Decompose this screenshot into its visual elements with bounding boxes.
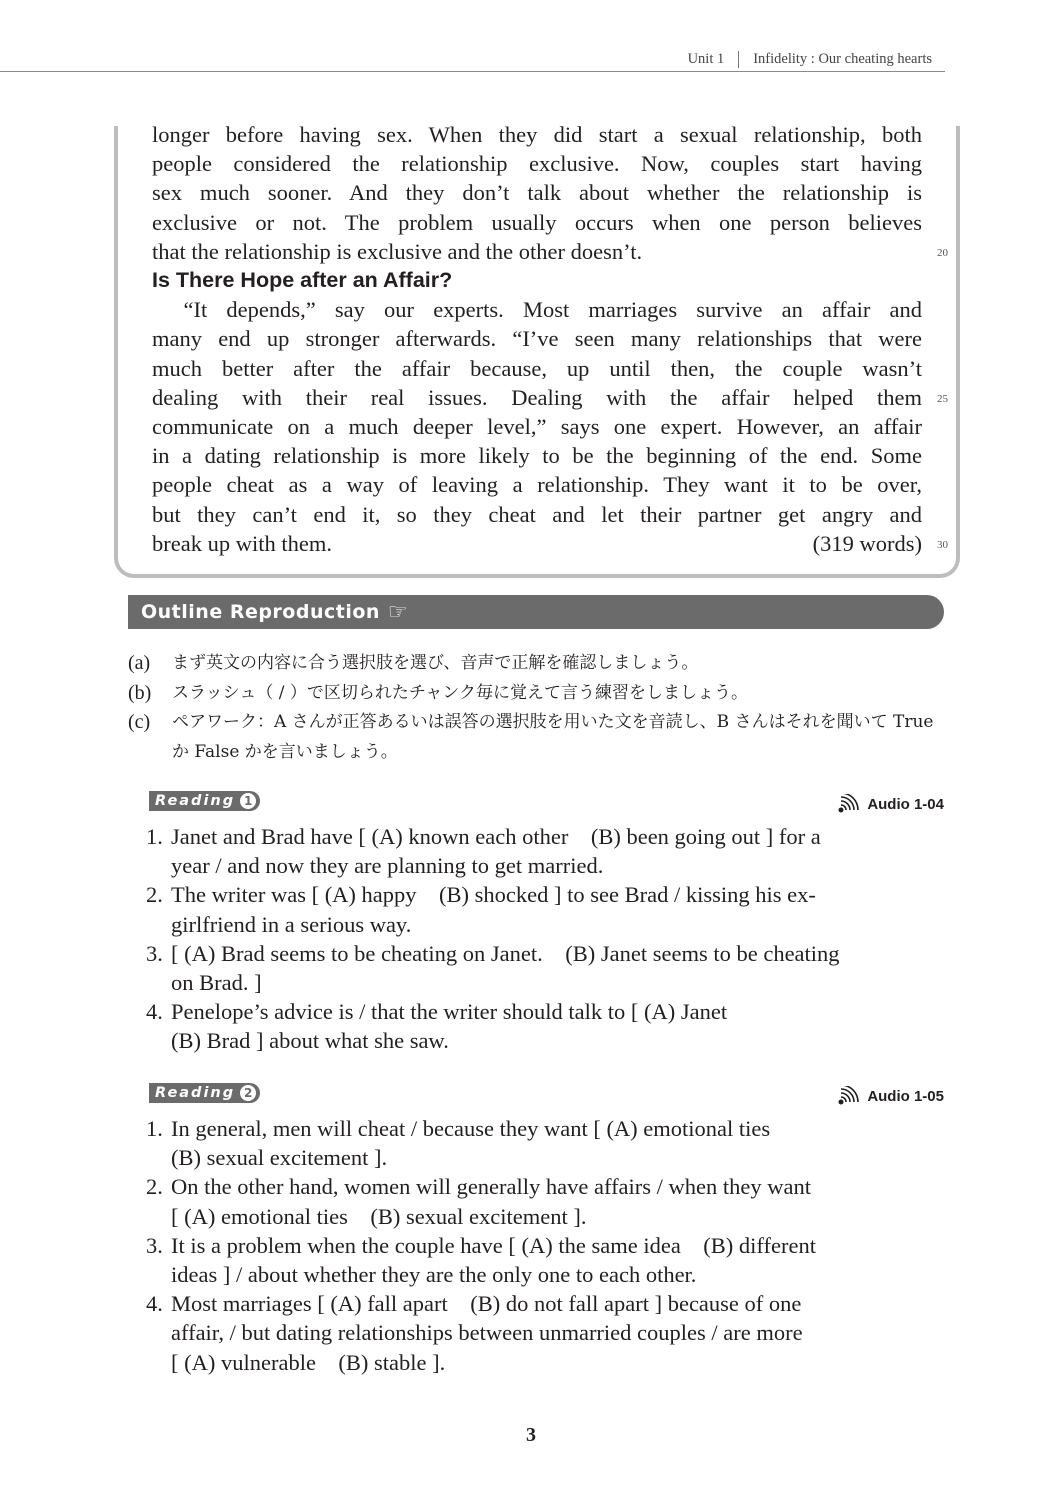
instruction-tag: (a) <box>128 652 151 674</box>
reading-2-label <box>149 1083 260 1103</box>
question-line: Penelope’s advice is / that the writer should talk to [ (A) Janet <box>171 999 728 1025</box>
line-number: 20 <box>937 247 948 259</box>
instruction-item <box>128 649 948 679</box>
question-item <box>146 1172 944 1230</box>
audio-label: Audio 1-04 <box>867 795 944 813</box>
question-item <box>146 997 944 1055</box>
instruction-item <box>128 679 948 709</box>
question-line: (B) sexual excitement ]. <box>171 1145 388 1171</box>
question-item <box>146 1289 944 1377</box>
passage-heading: Is There Hope after an Affair? <box>152 268 453 293</box>
instruction-text: まず英文の内容に合う選択肢を選び、音声で正解を確認しましょう。 <box>172 653 699 673</box>
question-item <box>146 880 944 938</box>
question-number: 2. <box>146 882 163 908</box>
instruction-item <box>128 708 948 767</box>
passage-line: longer before having sex. When they did start a sexual relationship, both <box>152 122 922 147</box>
question-item <box>146 939 944 997</box>
passage-line: many end up stronger afterwards. “I’ve seen many relationships that were <box>152 326 922 352</box>
question-line: ideas ] / about whether they are the only one to each other. <box>171 1262 697 1288</box>
audio-track-1-04[interactable] <box>837 794 944 814</box>
passage-line: “It depends,” say our experts. Most marriages survive an affair and <box>183 297 922 323</box>
passage-line: but they can’t end it, so they cheat and let their partner get angry and <box>152 501 922 527</box>
question-line: [ (A) emotional ties (B) sexual excitement ]. <box>171 1203 587 1229</box>
passage-line: communicate on a much deeper level,” says one expert. However, an affair <box>152 414 922 440</box>
passage-line: sex much sooner. And they don’t talk about whether the relationship is <box>152 180 922 206</box>
unit-label: Unit 1 <box>687 51 725 67</box>
question-line: [ (A) Brad seems to be cheating on Janet. (B) Janet seems to be cheating <box>171 940 840 966</box>
passage-line: that the relationship is exclusive and the other doesn’t. <box>152 238 643 264</box>
header-separator <box>738 51 739 68</box>
question-line: year / and now they are planning to get married. <box>171 853 604 879</box>
instruction-text: ペアワーク：A さんが正答あるいは誤答の選択肢を用いた文を音読し、B さんはそれを聞いて True か False かを言いましょう。 <box>172 712 934 762</box>
question-line: on Brad. ] <box>171 970 262 996</box>
question-line: affair, / but dating relationships between unmarried couples / are more <box>171 1320 803 1346</box>
reading-number: 2 <box>240 1085 256 1101</box>
line-number: 30 <box>937 539 948 551</box>
question-number: 1. <box>146 824 163 849</box>
passage-line: much better after the affair because, up until then, the couple wasn’t <box>152 355 922 381</box>
question-number: 3. <box>146 940 163 966</box>
instructions <box>128 649 948 767</box>
passage-line: people cheat as a way of leaving a relationship. They want it to be over, <box>152 472 922 498</box>
section-title: Outline Reproduction <box>141 601 380 623</box>
audio-label: Audio 1-05 <box>867 1087 944 1105</box>
question-number: 3. <box>146 1232 163 1258</box>
reading-passage <box>152 120 922 558</box>
reading-1-questions <box>146 822 944 1056</box>
question-line: The writer was [ (A) happy (B) shocked ] to see Brad / kissing his ex- <box>171 882 816 908</box>
question-line: girlfriend in a serious way. <box>171 911 412 937</box>
question-number: 4. <box>146 999 163 1025</box>
instruction-text: スラッシュ（ / ）で区切られたチャンク毎に覚えて言う練習をしましょう。 <box>172 682 749 703</box>
running-head <box>688 51 932 68</box>
question-number: 1. <box>146 1116 163 1141</box>
line-number: 25 <box>937 393 948 405</box>
word-count: (319 words) <box>812 530 922 556</box>
question-item <box>146 1114 944 1172</box>
question-line: In general, men will cheat / because they want [ (A) emotional ties <box>171 1116 771 1141</box>
question-number: 2. <box>146 1174 163 1200</box>
question-line: [ (A) vulnerable (B) stable ]. <box>171 1349 446 1375</box>
instruction-tag: (b) <box>128 681 152 704</box>
header-rule <box>0 71 945 72</box>
audio-track-1-05[interactable] <box>837 1086 944 1106</box>
page-number: 3 <box>526 1424 536 1446</box>
question-number: 4. <box>146 1291 163 1317</box>
question-line: (B) Brad ] about what she saw. <box>171 1028 449 1054</box>
question-line: Janet and Brad have [ (A) known each other (B) been going out ] for a <box>171 824 821 849</box>
reading-label-text: Reading <box>155 793 236 809</box>
question-line: Most marriages [ (A) fall apart (B) do not fall apart ] because of one <box>171 1291 802 1317</box>
passage-line: in a dating relationship is more likely to be the beginning of the end. Some <box>152 443 922 469</box>
passage-final-line <box>152 529 922 558</box>
passage-line: break up with them. <box>152 530 332 556</box>
reading-1-label <box>149 791 260 811</box>
reading-label-text: Reading <box>155 1085 236 1101</box>
passage-line: dealing with their real issues. Dealing with the affair helped them <box>152 384 922 410</box>
reading-number: 1 <box>240 793 256 809</box>
question-item <box>146 822 944 880</box>
passage-line: exclusive or not. The problem usually occurs when one person believes <box>152 209 922 235</box>
instruction-tag: (c) <box>128 711 151 733</box>
chapter-title: Infidelity : Our cheating hearts <box>753 51 932 67</box>
audio-signal-icon <box>837 1086 861 1106</box>
audio-signal-icon <box>837 794 861 814</box>
question-line: On the other hand, women will generally have affairs / when they want <box>171 1174 812 1200</box>
passage-line: people considered the relationship exclusive. Now, couples start having <box>152 151 922 177</box>
section-header-outline-reproduction <box>128 595 944 629</box>
question-item <box>146 1231 944 1289</box>
reading-2-questions <box>146 1114 944 1377</box>
question-line: It is a problem when the couple have [ (A) the same idea (B) different <box>171 1232 816 1258</box>
pointing-hand-icon: ☞ <box>387 599 409 625</box>
